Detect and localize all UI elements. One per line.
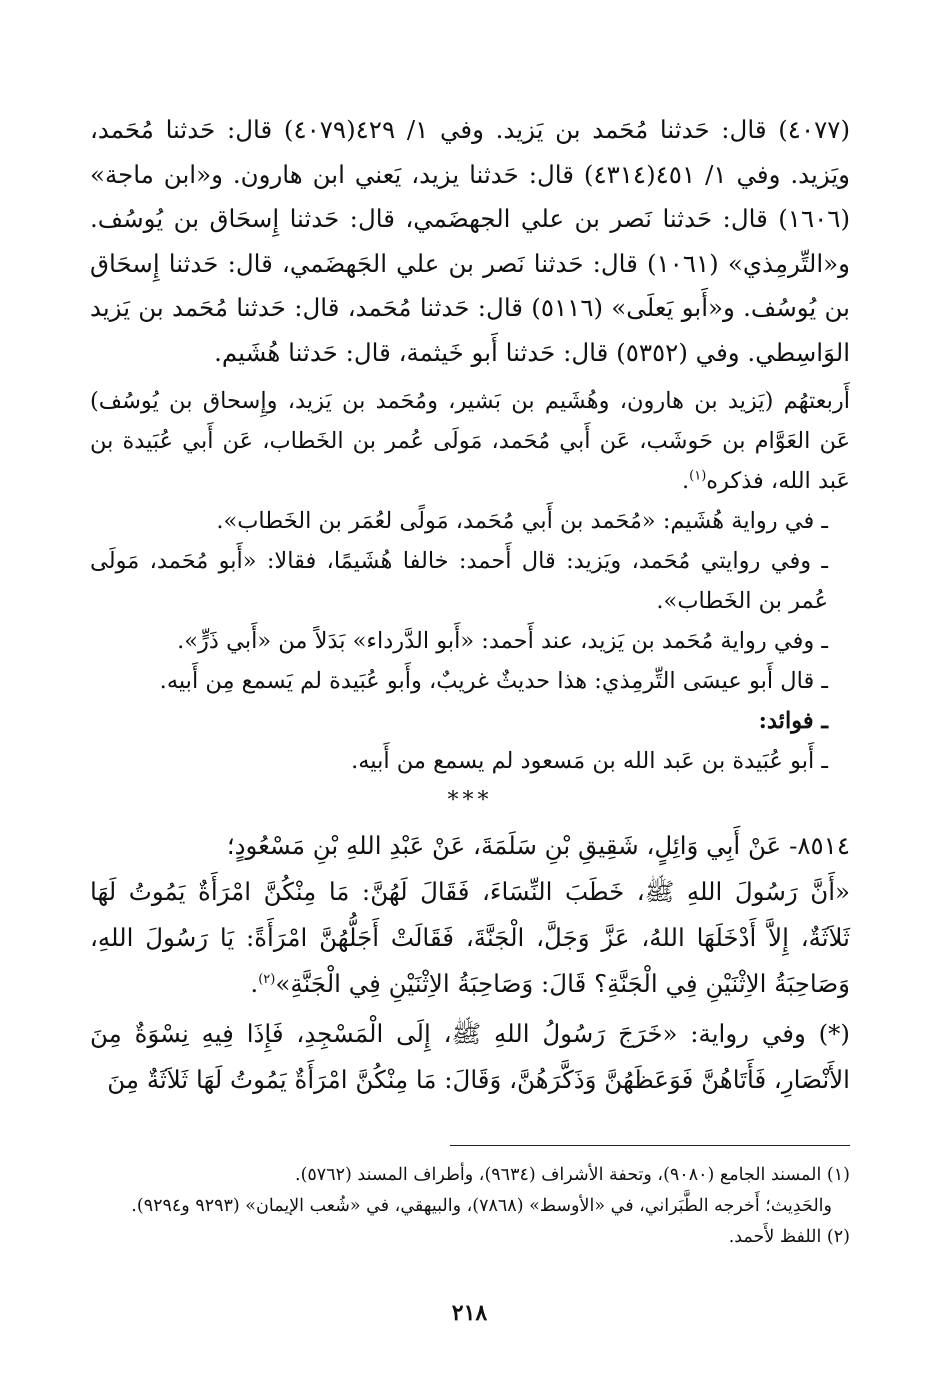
variant-narration: (*) وفي رواية: «خَرَجَ رَسُولُ اللهِ ﷺ، إِلَى الْمَسْجِدِ، فَإِذَا فِيهِ نِسْوَةٌ مِنَ الأَنْصَارِ، فَأَتَاهُنَّ فَوَعَظَهُنَّ وَذَكَّرَهُنَّ، وَقَالَ: مَا مِنْكُنَّ امْرَأَةٌ يَمُوتُ لَهَا ثَلاَثَةٌ مِنَ	[90, 1019, 850, 1094]
footnote-1: (١) المسند الجامع (٩٠٨٠)، وتحفة الأشراف (٩٦٣٤)، وأطراف المسند (٥٧٦٢).	[295, 1165, 850, 1185]
page-body	[90, 108, 850, 1103]
bullet-tirmidhi: ـ قال أَبو عيسَى التِّرمِذي: هذا حديثٌ غريبٌ، وأَبو عُبَيدة لم يَسمع مِن أَبيه.	[159, 668, 828, 694]
footnote-ref-2[interactable]: (٢)	[258, 971, 276, 987]
footnote-2: (٢) اللفظ لأَحمد.	[728, 1227, 850, 1247]
hadith-text	[90, 869, 850, 1007]
page-number: ٢١٨	[451, 1300, 488, 1326]
hadith-end-punct: .	[250, 969, 259, 998]
fawaid-item: ـ أَبو عُبَيدة بن عَبد الله بن مَسعود لم يسمع من أَبيه.	[351, 748, 828, 774]
section-separator: ***	[447, 788, 493, 813]
bullet-abu-darda: ـ وفي رواية مُحَمد بن يَزيد، عند أَحمد: «أَبو الدَّرداء» بَدَلاً من «أَبي ذَرٍّ».	[177, 628, 828, 654]
isnad-paragraph: أَربعتهُم (يَزيد بن هارون، وهُشَيم بن بَشير، ومُحَمد بن يَزيد، وإِسحاق بن يُوسُف) عَن العَوَّام بن حَوشَب، عَن أَبي مُحَمد، مَولَى عُمر بن الخَطاب، عَن أَبي عُبَيدة بن عَبد الله، فذكره$^{(١)}$.	[90, 388, 850, 494]
bullet-muhammad-yazid: ـ وفي روايتي مُحَمد، ويَزيد: قال أَحمد: خالفا هُشَيمًا، فقالا: «أَبو مُحَمد، مَولَى عُمر بن الخَطاب».	[90, 548, 828, 614]
isnad-text: أَربعتهُم (يَزيد بن هارون، وهُشَيم بن بَشير، ومُحَمد بن يَزيد، وإِسحاق بن يُوسُف) عَن العَوَّام بن حَوشَب، عَن أَبي مُحَمد، مَولَى عُمر بن الخَطاب، عَن أَبي عُبَيدة بن عَبد الله، فذكره	[90, 388, 850, 494]
hadith-main-text: «أَنَّ رَسُولَ اللهِ ﷺ، خَطَبَ النِّسَاءَ، فَقَالَ لَهُنَّ: مَا مِنْكُنَّ امْرَأَةٌ يَمُوتُ لَهَا ثَلاَثَةٌ، إِلاَّ أَدْخَلَهَا اللهُ، عَزَّ وَجَلَّ، الْجَنَّةَ، فَقَالَتْ أَجَلُّهُنَّ امْرَأَةً: يَا رَسُولَ اللهِ، وَصَاحِبَةُ الاِثْنَيْنِ فِي الْجَنَّةِ؟ قَالَ: وَصَاحِبَةُ الاِثْنَيْنِ فِي الْجَنَّةِ»	[90, 877, 850, 998]
references-paragraph: (٤٠٧٧) قال: حَدثنا مُحَمد بن يَزيد. وفي ١/ ٤٢٩(٤٠٧٩) قال: حَدثنا مُحَمد، ويَزيد. وفي ١/ ٤٥١(٤٣١٤) قال: حَدثنا يزيد، يَعني ابن هارون. و«ابن ماجة» (١٦٠٦) قال: حَدثنا نَصر بن علي الجهضَمي، قال: حَدثنا إِسحَاق بن يُوسُف. و«التِّرمِذي» (١٠٦١) قال: حَدثنا نَصر بن علي الجَهضَمي، قال: حَدثنا إِسحَاق بن يُوسُف. و«أَبو يَعلَى» (٥١١٦) قال: حَدثنا مُحَمد، قال: حَدثنا مُحَمد بن يَزيد الوَاسِطي. وفي (٥٣٥٢) قال: حَدثنا أَبو خَيثمة، قال: حَدثنا هُشَيم.	[90, 115, 850, 367]
bullet-hushaym: ـ في رواية هُشَيم: «مُحَمد بن أَبي مُحَمد، مَولًى لعُمَر بن الخَطاب».	[216, 508, 828, 534]
footnote-ref-1[interactable]: (١)	[689, 468, 707, 484]
footnote-1-continued: والحَدِيث؛ أَخرجه الطَّبَراني، في «الأوسط» (٧٨٦٨)، والبيهقي، في «شُعب الإيمان» (٩٢٩٣ و٩٢٩٤).	[131, 1196, 832, 1216]
footnote-divider	[450, 1145, 850, 1146]
hadith-number-line: ٨٥١٤- عَنْ أَبِي وَائِلٍ، شَقِيقِ بْنِ سَلَمَةَ، عَنْ عَبْدِ اللهِ بْنِ مَسْعُودٍ؛	[226, 831, 850, 860]
footnotes	[90, 1160, 850, 1253]
fawaid-heading: ـ فوائد:	[758, 708, 828, 734]
